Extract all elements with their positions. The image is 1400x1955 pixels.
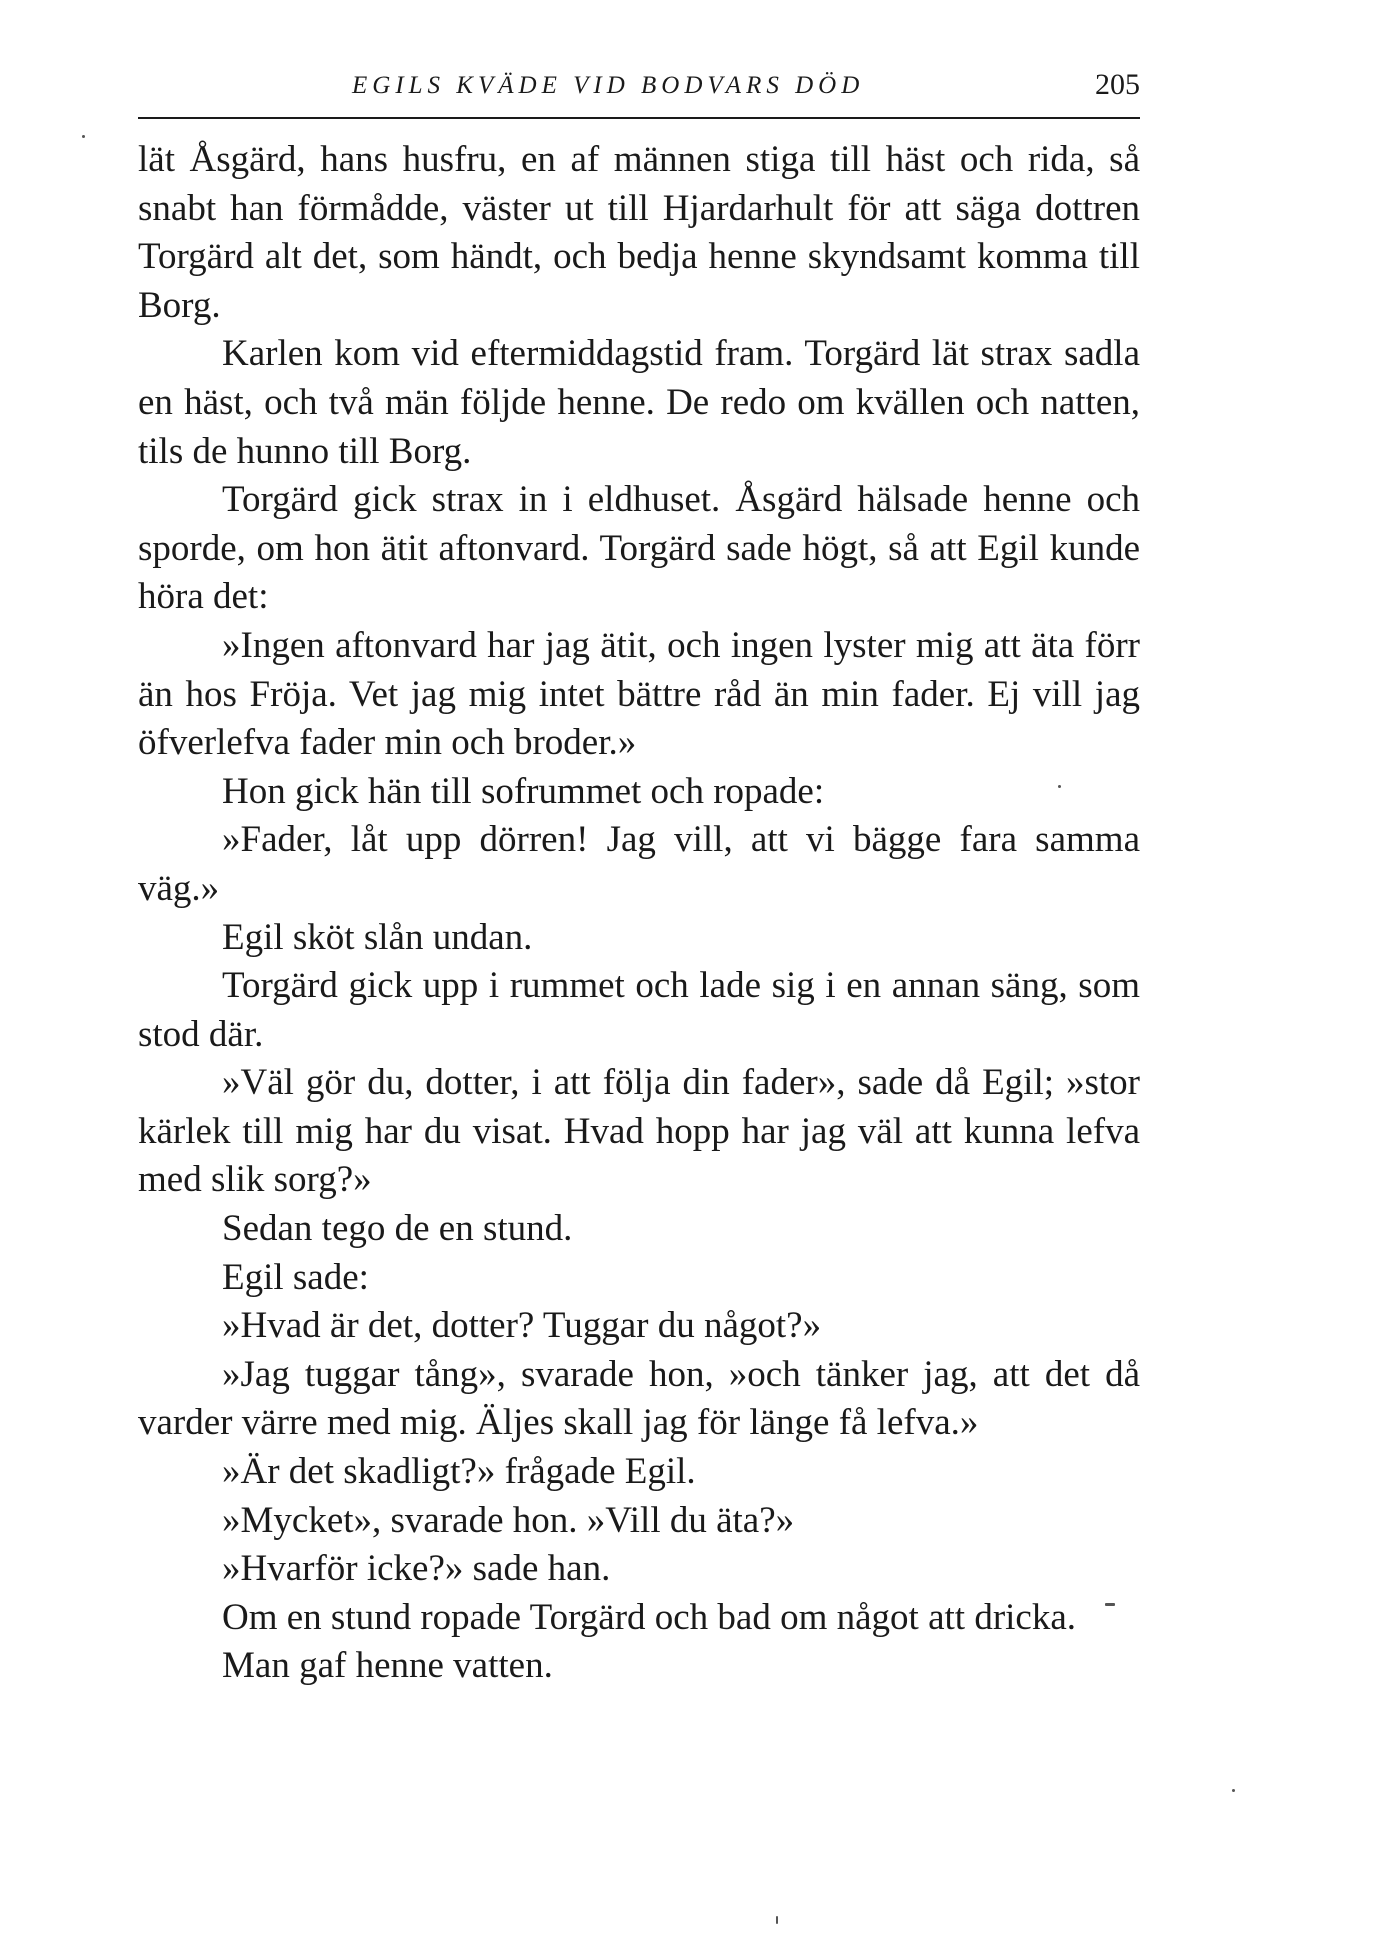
paragraph-17: Om en stund ropade Torgärd och bad om något att dricka. (222, 1596, 1077, 1638)
paragraph-3: Torgärd gick strax in i eldhuset. Åsgärd hälsade henne och sporde, om hon ätit aftonvard. Torgärd sade högt, så att Egil kunde höra det: (138, 479, 1140, 618)
print-speck (1105, 1603, 1115, 1606)
paragraph-5: Hon gick hän till sofrummet och ropade: (222, 770, 825, 812)
paragraph-2: Karlen kom vid eftermiddagstid fram. Torgärd lät strax sadla en häst, och två män följde henne. De redo om kvällen och natten, tils de hunno till Borg. (138, 333, 1140, 472)
print-speck (776, 1916, 778, 1924)
paragraph-18: Man gaf henne vatten. (222, 1645, 553, 1687)
body-text (138, 136, 1140, 1691)
print-speck (82, 135, 85, 138)
paragraph-4: »Ingen aftonvard har jag ätit, och ingen lyster mig att äta förr än hos Fröja. Vet jag mig intet bättre råd än min fader. Ej vill jag öfverlefva fader min och broder.» (138, 624, 1140, 764)
paragraph-6: »Fader, låt upp dörren! Jag vill, att vi bägge fara samma väg.» (138, 819, 1140, 909)
paragraph-11: Egil sade: (222, 1256, 369, 1298)
paragraph-10: Sedan tego de en stund. (222, 1208, 573, 1250)
paragraph-1: lät Åsgärd, hans husfru, en af männen stiga till häst och rida, så snabt han förmådde, väster ut till Hjardarhult för att säga dottren Torgärd alt det, som händt, och bedja henne skyndsamt komma till Borg. (138, 139, 1140, 326)
print-speck (1232, 1789, 1235, 1792)
print-speck (1058, 785, 1061, 788)
header-rule (138, 117, 1140, 119)
running-title: EGILS KVÄDE VID BODVARS DÖD (352, 72, 865, 99)
paragraph-9: »Väl gör du, dotter, i att följa din fader», sade då Egil; »stor kärlek till mig har du visat. Hvad hopp har jag väl att kunna lefva med slik sorg?» (138, 1062, 1140, 1201)
paragraph-13: »Jag tuggar tång», svarade hon, »och tänker jag, att det då varder värre med mig. Äljes skall jag för länge få lefva.» (138, 1353, 1140, 1444)
paragraph-12: »Hvad är det, dotter? Tuggar du något?» (222, 1305, 822, 1347)
paragraph-8: Torgärd gick upp i rummet och lade sig i en annan säng, som stod där. (138, 965, 1140, 1055)
paragraph-16: »Hvarför icke?» sade han. (222, 1548, 611, 1590)
page-header (138, 64, 1140, 112)
page-number: 205 (1095, 68, 1140, 101)
paragraph-14: »Är det skadligt?» frågade Egil. (222, 1451, 696, 1493)
paragraph-15: »Mycket», svarade hon. »Vill du äta?» (222, 1499, 795, 1541)
paragraph-7: Egil sköt slån undan. (222, 916, 533, 958)
